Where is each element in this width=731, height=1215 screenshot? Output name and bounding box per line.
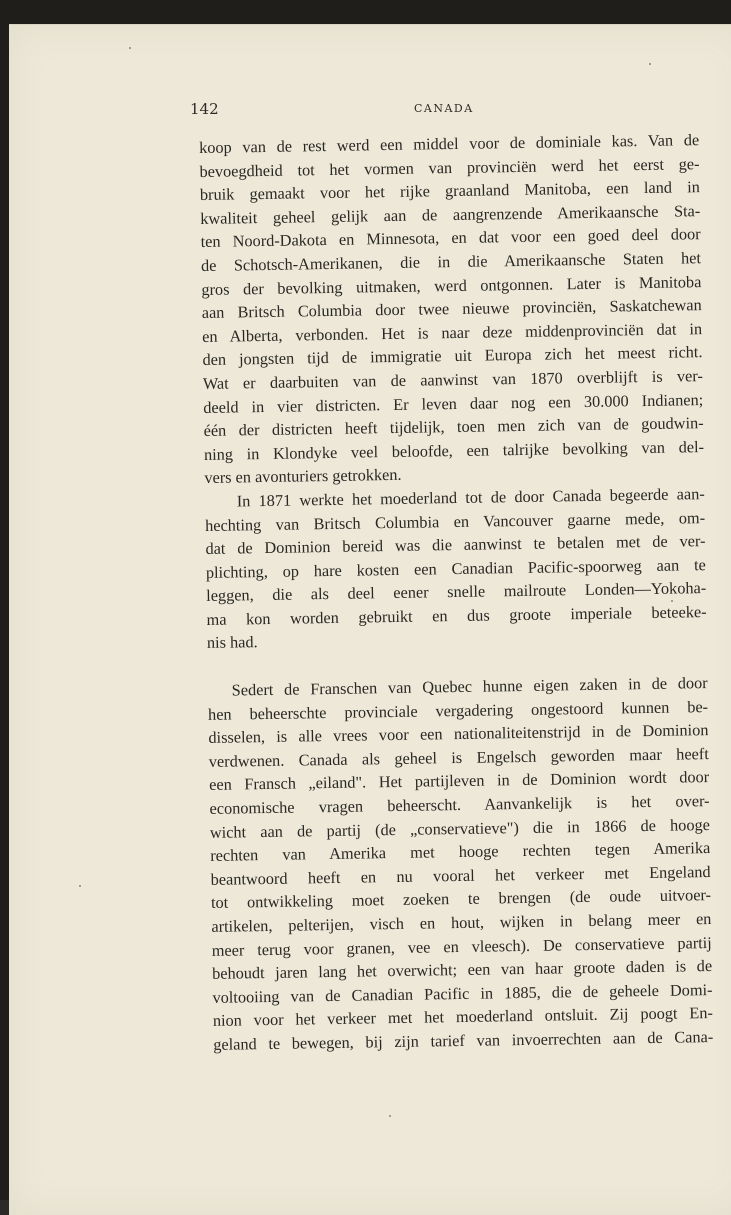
text-line: disselen, is alle vrees voor een nationaliteitenstrijd in de Dominion [208, 720, 709, 748]
paragraph-2 [205, 482, 708, 655]
text-line: tot ontwikkeling moet zoeken te brengen (de oude uitvoer- [210, 885, 712, 913]
text-line: deeld in vier districten. Er leven daar nog een 30.000 Indianen; [203, 389, 704, 417]
text-line: voltooiing van de Canadian Pacific in 1885, die de geheele Domi- [212, 979, 713, 1007]
text-line: hen beheerschte provinciale vergadering ongestoord kunnen be- [207, 696, 709, 724]
paragraph-1 [199, 128, 704, 490]
text-line: rechten van Amerika met hooge rechten tegen Amerika [210, 838, 711, 866]
text-line: koop van de rest werd een middel voor de dominiale kas. Van de [199, 130, 700, 157]
text-line: meer terug voor granen, vee en vleesch). De conservatieve partij [211, 932, 712, 960]
text-line: In 1871 werkte het moederland tot de door Canada begeerde aan- [236, 484, 705, 511]
text-line: ning in Klondyke veel beloofde, een talrijke bevolking van del- [203, 436, 705, 464]
page-number: 142 [190, 100, 219, 118]
text-line: een Fransch „eiland". Het partijleven in de Dominion wordt door [209, 767, 710, 795]
text-line: bevoegdheid tot het vormen van provinciën werd het eerst ge- [199, 153, 700, 181]
text-line: gros der bevolking uitmaken, werd ontgonnen. Later is Manitoba [201, 271, 702, 299]
text-line: wicht aan de partij (de „conservatieve") die in 1866 de hooge [209, 814, 711, 842]
paragraph-3 [208, 671, 714, 1056]
text-line: den jongsten tijd de immigratie uit Europa zich het meest richt. [202, 342, 703, 370]
text-line: behoudt jaren lang het overwicht; een van haar groote daden is de [212, 956, 713, 984]
text-line: ma kon worden gebruikt en dus groote imperiale beteeke- [206, 601, 707, 629]
text-line: kwaliteit geheel gelijk aan de aangrenzende Amerikaansche Sta- [200, 200, 701, 228]
text-line: Wat er daarbuiten van de aanwinst van 1870 overblijft is ver- [202, 366, 703, 393]
text-line: dat de Dominion bereid was die aanwinst te betalen met de ver- [205, 531, 706, 559]
text-line: vers en avonturiers getrokken. [204, 465, 402, 488]
text-line: de Schotsch-Amerikanen, die in die Amerikaansche Staten het [200, 248, 702, 275]
text-line: beantwoord heeft en nu vooral het verkeer met Engeland [210, 861, 711, 889]
text-line: leggen, die als deel eener snelle mailroute Londen—Yokoha- [206, 578, 707, 606]
text-line: artikelen, pelterijen, visch en hout, wijken in belang meer en [211, 909, 712, 936]
text-line: geland te bewegen, bij zijn tarief van invoerrechten aan de Cana- [213, 1027, 714, 1054]
body-text [199, 128, 713, 1056]
text-line: bruik gemaakt voor het rijke graanland Manitoba, een land in [199, 177, 701, 205]
text-line: ten Noord-Dakota en Minnesota, en dat voor een goed deel door [200, 224, 701, 252]
text-line: plichting, op hare kosten een Canadian Pacific-spoorweg aan te [205, 554, 706, 582]
text-line: nion voor het verkeer met het moederland ontsluit. Zij poogt En- [212, 1003, 713, 1031]
running-title: CANADA [414, 102, 474, 115]
running-head [190, 100, 710, 120]
text-line: economische vragen beheerscht. Aanvankelijk is het over- [209, 791, 710, 818]
text-line: aan Britsch Columbia door twee nieuwe provinciën, Saskatchewan [201, 295, 702, 323]
text-line: verdwenen. Canada als geheel is Engelsch geworden maar heeft [208, 743, 709, 771]
text-line: hechting van Britsch Columbia en Vancouver gaarne mede, om- [204, 507, 706, 535]
text-line: Sedert de Franschen van Quebec hunne eigen zaken in de door [231, 673, 708, 700]
text-line: en Alberta, verbonden. Het is naar deze middenprovinciën dat in [201, 318, 703, 346]
text-line: nis had. [206, 632, 258, 653]
text-line: één der districten heeft tijdelijk, toen men zich van de goudwin- [203, 413, 704, 441]
